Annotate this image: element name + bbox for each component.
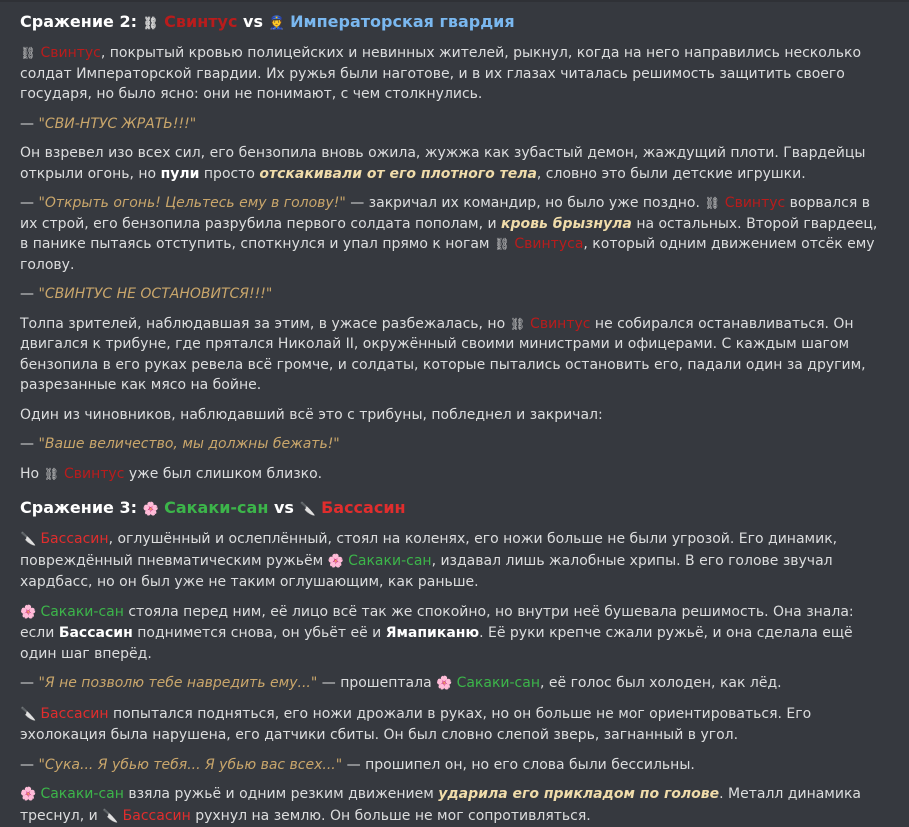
battle-3-quote-1 xyxy=(20,673,889,695)
battle-2-paragraph-2 xyxy=(20,143,889,184)
vs-label: vs xyxy=(243,12,263,31)
paragraph-text: , издавал лишь жалобные хрипы. В его голове звучал хардбасс, но он был уже не таким оглушающим, как раньше. xyxy=(20,553,833,591)
paragraph-text: , который одним движением отсёк ему голову. xyxy=(20,236,875,273)
bassasin-name: Бассасин xyxy=(40,531,108,547)
battle-3-title-prefix: Сражение 3: xyxy=(20,498,137,517)
bold-text: пули xyxy=(161,166,200,182)
sakaki-name: Сакаки-сан xyxy=(40,786,123,802)
battle-2-paragraph-3 xyxy=(20,193,889,275)
battle-2-paragraph-6 xyxy=(20,464,889,485)
cherry-blossom-icon: 🌸 xyxy=(436,674,452,695)
cherry-blossom-icon: 🌸 xyxy=(20,785,36,806)
battle-2-paragraph-4 xyxy=(20,314,889,396)
battle-3-paragraph-4 xyxy=(20,704,889,746)
sakaki-name: Сакаки-сан xyxy=(164,498,268,517)
bold-italic-text: кровь брызнула xyxy=(501,216,632,232)
paragraph-text: , её голос был холоден, как лёд. xyxy=(540,675,782,691)
dash: — xyxy=(20,436,34,452)
dash: — xyxy=(20,675,34,691)
battle-2-heading xyxy=(20,12,889,34)
svintus-name: Свинтус xyxy=(725,195,785,211)
svintus-name: Свинтус xyxy=(40,45,100,61)
chain-icon: ⛓ xyxy=(44,464,60,485)
sakaki-name: Сакаки-сан xyxy=(40,604,123,620)
knife-icon: 🔪 xyxy=(300,500,316,520)
paragraph-text: попытался подняться, его ножи дрожали в руках, но он больше не мог ориентироваться. Его эхолокация была нарушена, его датчики сбиты. Он был словно слепой зверь, загнанный в угол. xyxy=(20,706,811,744)
dash: — xyxy=(20,286,34,302)
paragraph-text: поднимется снова, он убьёт её и xyxy=(137,625,381,641)
cherry-blossom-icon: 🌸 xyxy=(328,552,344,573)
battle-2-quote-1 xyxy=(20,114,889,135)
battle-3-quote-2 xyxy=(20,755,889,776)
svintus-name: Свинтус xyxy=(530,316,590,332)
bold-text: Ямапиканю xyxy=(386,625,479,641)
bold-italic-text: ударила его прикладом по голове xyxy=(438,786,719,802)
cherry-blossom-icon: 🌸 xyxy=(20,603,36,624)
paragraph-text: — прошипел он, но его слова были бессильны. xyxy=(347,757,695,773)
chain-icon: ⛓ xyxy=(510,314,526,335)
bassasin-name: Бассасин xyxy=(123,808,191,824)
paragraph-text: просто xyxy=(204,166,255,182)
dash: — xyxy=(20,195,34,211)
bold-text: Бассасин xyxy=(59,625,133,641)
svintus-name: Свинтуса xyxy=(514,236,583,252)
dash: — xyxy=(20,116,34,132)
bold-italic-text: отскакивали от его плотного тела xyxy=(259,166,537,182)
quote-text: "Я не позволю тебе навредить ему..." xyxy=(38,675,317,691)
battle-3-paragraph-6 xyxy=(20,784,889,827)
svintus-name: Свинтус xyxy=(164,12,237,31)
bassasin-name: Бассасин xyxy=(40,706,108,722)
paragraph-text: стояла перед ним, её лицо всё так же спокойно, но внутри неё бушевала решимость. Она знала: если xyxy=(20,604,854,642)
police-officer-icon: 👮 xyxy=(269,14,285,34)
paragraph-text: ворвался в их строй, его бензопила разрубила первого солдата пополам, и xyxy=(20,195,870,232)
battle-2-title-prefix: Сражение 2: xyxy=(20,12,137,31)
quote-text: "Открыть огонь! Цельтесь ему в голову!" xyxy=(38,195,345,211)
paragraph-text: , оглушённый и ослеплённый, стоял на коленях, его ножи больше не были угрозой. Его динамик, повреждённый пневматическим ружьём xyxy=(20,531,837,569)
battle-3-paragraph-2 xyxy=(20,602,889,665)
paragraph-text: взяла ружьё и одним резким движением xyxy=(128,786,433,802)
bassasin-name: Бассасин xyxy=(321,498,406,517)
svintus-name: Свинтус xyxy=(64,466,124,482)
battle-2-quote-4 xyxy=(20,434,889,455)
paragraph-text: , покрытый кровью полицейских и невинных жителей, рыкнул, когда на него направились несколько солдат Императорской гвардии. Их ружья были наготове, и в их глазах читалась решимость защитить своего государя, но было ясно: они не понимают, с чем столкнулись. xyxy=(20,45,861,102)
quote-text: "Сука... Я убью тебя... Я убью вас всех..." xyxy=(38,757,342,773)
imperial-guard-name: Императорская гвардия xyxy=(290,12,514,31)
quote-text: "Ваше величество, мы должны бежать!" xyxy=(38,436,339,452)
paragraph-text: — закричал их командир, но было уже поздно. xyxy=(350,195,700,211)
battle-2-quote-3 xyxy=(20,284,889,305)
quote-text: "СВИ-НТУС ЖРАТЬ!!!" xyxy=(38,116,196,132)
paragraph-text: Но xyxy=(20,466,39,482)
quote-text: "СВИНТУС НЕ ОСТАНОВИТСЯ!!!" xyxy=(38,286,272,302)
vs-label: vs xyxy=(274,498,294,517)
paragraph-text: — прошептала xyxy=(322,675,432,691)
knife-icon: 🔪 xyxy=(20,705,36,726)
paragraph-text: не собирался останавливаться. Он двигался к трибуне, где прятался Николай II, окружённый своими министрами и офицерами. С каждым шагом бензопила в его руках ревела всё громче, и солдаты, которые пытались остановить его, падали один за другим, разрезанные как мясо на бойне. xyxy=(20,316,866,394)
knife-icon: 🔪 xyxy=(20,530,36,551)
paragraph-text: рухнул на землю. Он больше не мог сопротивляться. xyxy=(195,808,591,824)
cherry-blossom-icon: 🌸 xyxy=(143,500,159,520)
sakaki-name: Сакаки-сан xyxy=(348,553,431,569)
paragraph-text: , словно это были детские игрушки. xyxy=(537,166,806,182)
battle-3-paragraph-1 xyxy=(20,529,889,593)
battle-2-paragraph-1 xyxy=(20,43,889,105)
paragraph-text: . Её руки крепче сжали ружьё, и она сделала ещё один шаг вперёд. xyxy=(20,625,853,662)
paragraph-text: Он взревел изо всех сил, его бензопила вновь ожила, жужжа как зубастый демон, жаждущий плоти. Гвардейцы открыли огонь, но xyxy=(20,145,865,182)
dash: — xyxy=(20,757,34,773)
chain-icon: ⛓ xyxy=(494,234,510,255)
battle-3-heading xyxy=(20,498,889,520)
knife-icon: 🔪 xyxy=(102,807,118,827)
divider xyxy=(0,0,909,2)
chain-icon: ⛓ xyxy=(704,193,720,214)
paragraph-text: . Металл динамика треснул, и xyxy=(20,786,861,824)
battle-2-paragraph-5 xyxy=(20,405,889,426)
paragraph-text: Один из чиновников, наблюдавший всё это с трибуны, побледнел и закричал: xyxy=(20,407,603,423)
paragraph-text: на остальных. Второй гвардеец, в панике пытаясь отступить, споткнулся и упал прямо к ногам xyxy=(20,216,877,253)
sakaki-name: Сакаки-сан xyxy=(457,675,540,691)
paragraph-text: уже был слишком близко. xyxy=(129,466,322,482)
paragraph-text: Толпа зрителей, наблюдавшая за этим, в ужасе разбежалась, но xyxy=(20,316,505,332)
chain-icon: ⛓ xyxy=(143,13,159,33)
chain-icon: ⛓ xyxy=(20,43,36,64)
